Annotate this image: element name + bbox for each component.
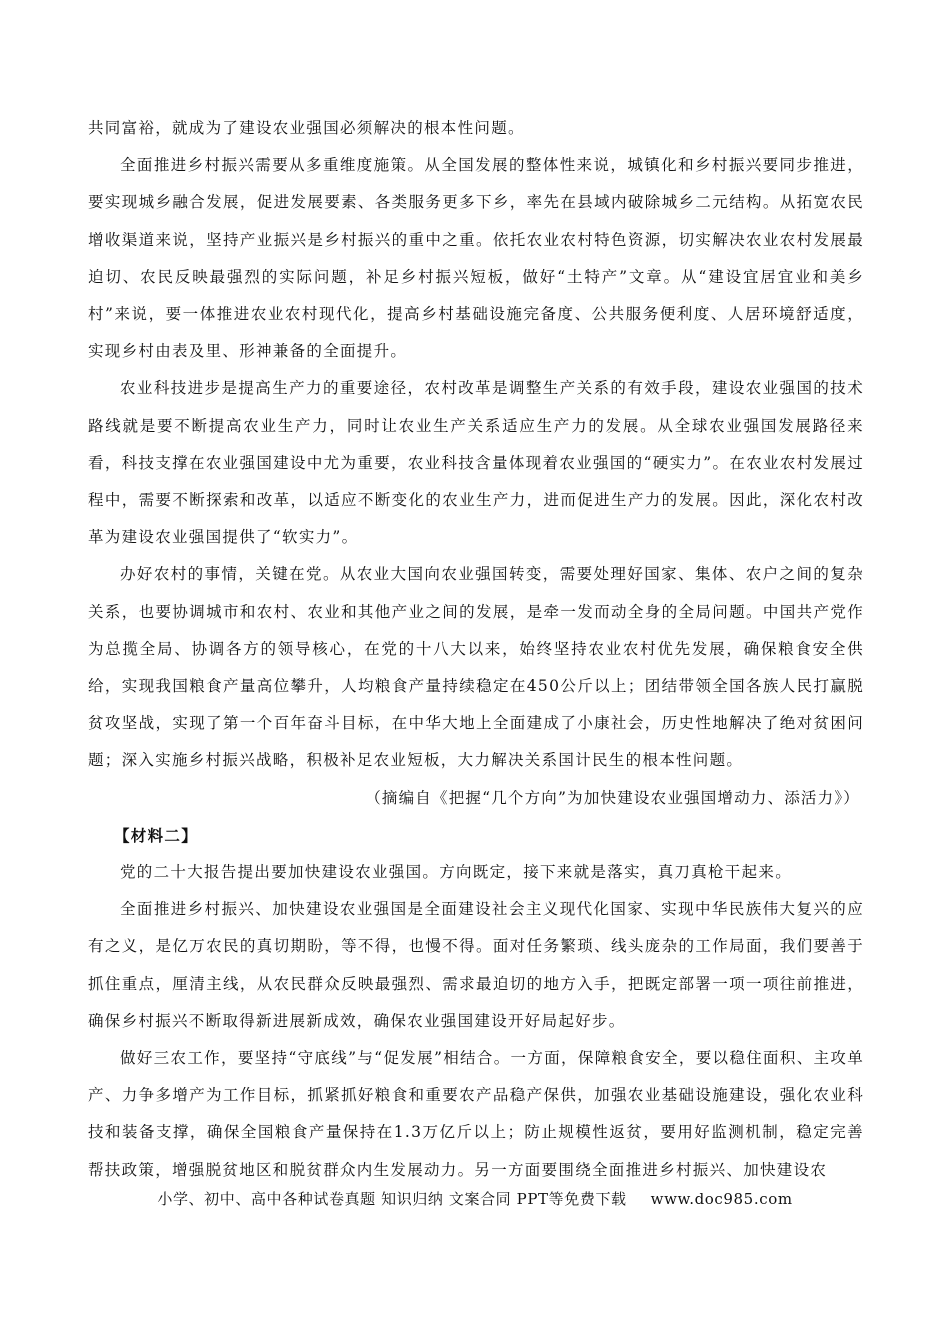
paragraph-continuation: 共同富裕，就成为了建设农业强国必须解决的根本性问题。 xyxy=(88,119,525,137)
section-heading-material-2: 【材料二】 xyxy=(114,825,199,845)
paragraph-agri-technology: 农业科技进步是提高生产力的重要途径，农村改革是调整生产关系的有效手段，建设农业强国的技术路线就是要不断提高农业生产力，同时让农业生产关系适应生产力的发展。从全球农业强国发展路径来看，科技支撑在农业强国建设中尤为重要，农业科技含量体现着农业强国的“硬实力”。在农业农村发展过程中，需要不断探索和改革，以适应不断变化的农业生产力，进而促进生产力的发展。因此，深化农村改革为建设农业强国提供了“软实力”。 xyxy=(88,379,864,547)
footer-url[interactable]: www.doc985.com xyxy=(650,1190,793,1208)
paragraph-rural-revitalization: 全面推进乡村振兴需要从多重维度施策。从全国发展的整体性来说，城镇化和乡村振兴要同步推进，要实现城乡融合发展，促进发展要素、各类服务更多下乡，率先在县域内破除城乡二元结构。从拓宽农民增收渠道来说，坚持产业振兴是乡村振兴的重中之重。依托农业农村特色资源，切实解决农业农村发展最迫切、农民反映最强烈的实际问题，补足乡村振兴短板，做好“土特产”文章。从“建设宜居宜业和美乡村”来说，要一体推进农业农村现代化，提高乡村基础设施完备度、公共服务便利度、人居环境舒适度，实现乡村由表及里、形神兼备的全面提升。 xyxy=(88,156,864,361)
paragraph-party-leadership: 办好农村的事情，关键在党。从农业大国向农业强国转变，需要处理好国家、集体、农户之间的复杂关系，也要协调城市和农村、农业和其他产业之间的发展，是牵一发而动全身的全局问题。中国共产党作为总揽全局、协调各方的领导核心，在党的十八大以来，始终坚持农业农村优先发展，确保粮食安全供给，实现我国粮食产量高位攀升，人均粮食产量持续稳定在450公斤以上；团结带领全国各族人民打赢脱贫攻坚战，实现了第一个百年奋斗目标，在中华大地上全面建成了小康社会，历史性地解决了绝对贫困问题；深入实施乡村振兴战略，积极补足农业短板，大力解决关系国计民生的根本性问题。 xyxy=(88,565,864,770)
paragraph-three-rural-work: 做好三农工作，要坚持“守底线”与“促发展”相结合。一方面，保障粮食安全，要以稳住面积、主攻单产、力争多增产为工作目标，抓紧抓好粮食和重要农产品稳产保供，加强农业基础设施建设，强化农业科技和装备支撑，确保全国粮食产量保持在1.3万亿斤以上；防止规模性返贫，要用好监测机制，稳定完善帮扶政策，增强脱贫地区和脱贫群众内生发展动力。另一方面要围绕全面推进乡村振兴、加快建设农 xyxy=(88,1049,864,1179)
source-citation: （摘编自《把握“几个方向”为加快建设农业强国增动力、添活力》） xyxy=(365,788,860,807)
paragraph-national-goal: 全面推进乡村振兴、加快建设农业强国是全面建设社会主义现代化国家、实现中华民族伟大复兴的应有之义，是亿万农民的真切期盼，等不得，也慢不得。面对任务繁琐、线头庞杂的工作局面，我们要善于抓住重点，厘清主线，从农民群众反映最强烈、需求最迫切的地方入手，把既定部署一项一项往前推进，确保乡村振兴不断取得新进展新成效，确保农业强国建设开好局起好步。 xyxy=(88,900,864,1030)
document-body xyxy=(88,110,864,1189)
footer-text: 小学、初中、高中各种试卷真题 知识归纳 文案合同 PPT等免费下载 xyxy=(157,1190,627,1208)
page-footer xyxy=(0,1188,950,1209)
paragraph-twentieth-congress: 党的二十大报告提出要加快建设农业强国。方向既定，接下来就是落实，真刀真枪干起来。 xyxy=(120,863,793,882)
